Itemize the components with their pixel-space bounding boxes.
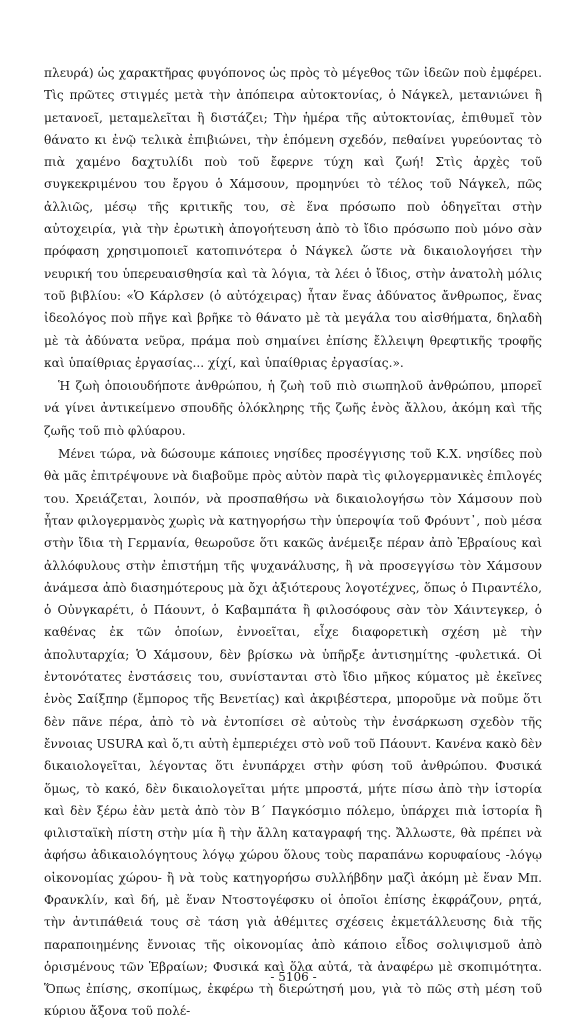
paragraph-1: πλευρά) ὡς χαρακτῆρας φυγόπονος ὡς πρὸς τὸ μέγεθος τῶν ἰδεῶν ποὺ ἐμφέρει. Τὶς πρῶτες στιγμές μετὰ τὴν ἀπόπειρα αὐτοκτονίας, ὁ Νάγκελ, μετανιώνει ἢ μετανοεῖ, μεταμελεῖται ἢ διστάζει; Τὴν ἡμέρα τῆς αὐτοκτονίας, ἐπιθυμεῖ τὸν θάνατο κι ἐνῷ τελικὰ ἐπιβιώνει, τὴν ἑπόμενη σχεδόν, πεθαίνει γυρεύοντας τὸ πιὰ χαμένο δαχτυλίδι ποὺ τοῦ ἔφερνε τύχη καὶ ζωή! Στὶς ἀρχὲς τοῦ συγκεκριμένου του ἔργου ὁ Χάμσουν, προμηνύει τὸ τέλος τοῦ Νάγκελ, πῶς ἀλλιῶς, μέσῳ τῆς κριτικῆς του, σὲ ἕνα πρόσωπο ποὺ ὁδηγεῖται στὴν αὐτοχειρία, γιὰ τὴν ἐρωτικὴ ἀπογοήτευση ἀπὸ τὸ ἴδιο πρόσωπο ποὺ μόνο σὰν πρόφαση χρησιμοποιεῖ κατοπινότερα ὁ Νάγκελ ὥστε νὰ δικαιολογήσει τὴν νευρική του ὑπερευαισθησία καὶ τὰ λόγια, τὰ λέει ὁ ἴδιος, στὴν ἀνατολὴ μόλις τοῦ βιβλίου: «Ὁ Κάρλσεν (ὁ αὐτόχειρας) ἦταν ἕνας ἀδύνατος ἄνθρωπος, ἕνας ἰδεολόγος ποὺ πῆγε καὶ βρῆκε τὸ θάνατο μὲ τὰ μεγάλα του αἰσθήματα, δηλαδὴ μὲ τὰ ἀδύνατα νεῦρα, πράμα ποὺ σημαίνει ἐπίσης ἔλλειψη θρεφτικῆς τροφῆς καὶ ὑπαίθριας ἐργασίας... χίχί, καὶ ὑπαίθριας ἐργασίας.». [44,66,542,370]
page-body [44,62,542,1023]
paragraph-3: Μένει τώρα, νὰ δώσουμε κάποιες νησίδες προσέγγισης τοῦ Κ.Χ. νησίδες ποὺ θὰ μᾶς ἐπιτρέψουνε νὰ διαβοῦμε πρὸς αὐτὸν παρὰ τὶς φιλογερμανικὲς ἐπιλογές του. Χρειάζεται, λοιπόν, νὰ προσπαθήσω νὰ δικαιολογήσω τὸν Χάμσουν ποὺ ἦταν φιλογερμανὸς χωρὶς νὰ κατηγορήσω τὴν ὑπεροψία τοῦ Φρόυντ᾽, ποὺ μέσα στὴν ἴδια τὴ Γερμανία, θεωροῦσε ὅτι κακῶς ἀνέμειξε πέραν ἀπὸ Ἑβραίους καὶ ἀλλόφυλους στὴν ἐπιστήμη τῆς ψυχανάλυσης, ἢ νὰ προσεγγίσω τὸν Χάμσουν ἀνάμεσα ἀπὸ διασημότερους μὰ ὄχι ἀξιότερους λογοτέχνες, ὅπως ὁ Πιραντέλο, ὁ Οὐνγκαρέτι, ὁ Πάουντ, ὁ Καβαμπάτα ἢ φιλοσόφους σὰν τὸν Χάιντεγκερ, ὁ καθένας ἐκ τῶν ὁποίων, ἐννοεῖται, εἶχε διαφορετικὴ σχέση μὲ τὴν ἀπολυταρχία; Ὁ Χάμσουν, δὲν βρίσκω νὰ ὑπῆρξε ἀντισημίτης -φυλετικά. Οἱ ἐντονότατες ἐνστάσεις του, συνίστανται στὸ ἴδιο μῆκος κύματος μὲ ἐκεῖνες ἑνὸς Σαίξπηρ (ἔμπορος τῆς Βενετίας) καὶ ἀκριβέστερα, μποροῦμε νὰ ποῦμε ὅτι δὲν πᾶνε πέρα, ἀπὸ τὸ νὰ ἐντοπίσει σὲ αὐτοὺς τὴν ἐνσάρκωση σχεδὸν τῆς ἔννοιας USURA καὶ ὅ,τι αὐτὴ ἐμπεριέχει στὸ νοῦ τοῦ Πάουντ. Κανένα κακὸ δὲν δικαιολογεῖται, λέγοντας ὅτι ἐνυπάρχει στὴν φύση τοῦ ἀνθρώπου. Φυσικά ὅμως, τὸ κακό, δὲν δικαιολογεῖται μήτε μπροστά, μήτε πίσω ἀπὸ τὴν ἱστορία καὶ δὲν ξέρω ἐὰν μετὰ ἀπὸ τὸν Β´ Παγκόσμιο πόλεμο, ὑπάρχει πιὰ ἱστορία ἢ φιλισταϊκὴ πίστη στὴν μία ἢ τὴν ἄλλη καταγραφή της. Ἄλλωστε, θὰ πρέπει νὰ ἀφήσω ἀδικαιολόγητους λόγῳ χώρου ὅλους τοὺς παραπάνω κορυφαίους -λόγῳ οἰκονομίας χώρου- ἢ νὰ τοὺς κατηγορήσω συλλήβδην μαζὶ ἀκόμη μὲ ἕναν Μπ. Φρανκλίν, καὶ δή, μὲ ἕναν Ντοστογέφσκυ οἱ ὁποῖοι ἐπίσης ἐκφράζουν, ρητά, τὴν ἀντιπάθειά τους σὲ τάση γιὰ ἀθέμιτες σχέσεις ἐκμετάλλευσης διὰ τῆς παραποιημένης ἔννοιας τῆς οἰκονομίας ἀπὸ κάποιο εἶδος σολιψισμοῦ ἀπὸ ὁρισμένους τῶν Ἑβραίων; Φυσικά καὶ ὅλα αὐτά, τὰ ἀναφέρω μὲ σκοπιμότητα. Ὅπως ἐπίσης, σκοπίμως, ἐκφέρω τὴ διερώτησή μου, γιὰ τὸ πῶς στὴ μέση τοῦ κύριου ἄξονα τοῦ πολέ- [44,447,542,1019]
page-number: - 5106 - [270,970,317,984]
paragraph-2: Ἡ ζωὴ ὁποιουδήποτε ἀνθρώπου, ἡ ζωὴ τοῦ πιὸ σιωπηλοῦ ἀνθρώπου, μπορεῖ νά γίνει ἀντικείμενο σπουδῆς ὁλόκληρης τῆς ζωῆς ἑνὸς ἄλλου, ἀκόμη καὶ τῆς ζωῆς τοῦ πιὸ φλύαρου. [44,379,542,438]
